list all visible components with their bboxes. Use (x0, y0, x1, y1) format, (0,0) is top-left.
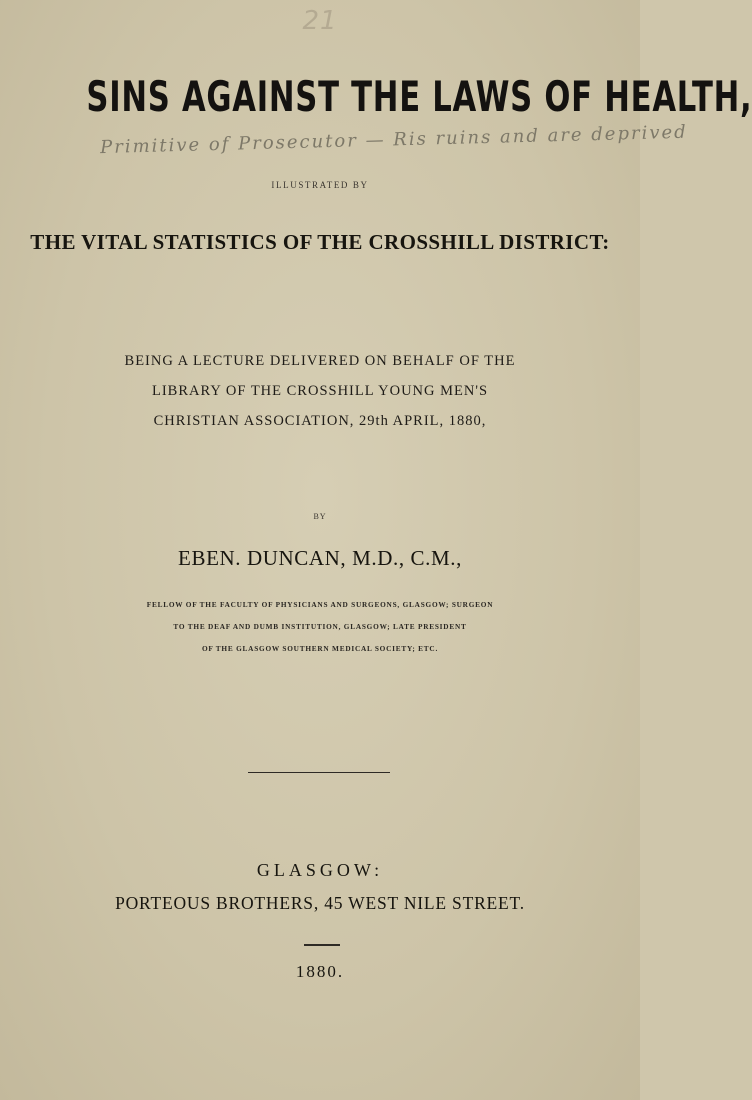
credentials-line: OF THE GLASGOW SOUTHERN MEDICAL SOCIETY; ETC. (201, 644, 439, 653)
publication-year: 1880. (295, 962, 345, 981)
handwritten-annotation: Primitive of Prosecutor — Ris ruins and are deprived (99, 121, 688, 159)
author-name: EBEN. DUNCAN, M.D., C.M., (178, 546, 462, 570)
pencil-shelf-mark: 21 (302, 6, 338, 36)
subtitle: THE VITAL STATISTICS OF THE CROSSHILL DISTRICT: (30, 230, 610, 254)
publication-place: GLASGOW: (256, 860, 384, 880)
lecture-line: LIBRARY OF THE CROSSHILL YOUNG MEN'S (151, 383, 489, 399)
short-divider-rule (304, 944, 340, 946)
main-title: SINS AGAINST THE LAWS OF HEALTH, (86, 72, 752, 121)
lecture-line: CHRISTIAN ASSOCIATION, 29th APRIL, 1880, (153, 413, 487, 429)
author-credentials (13, 594, 627, 660)
publisher: PORTEOUS BROTHERS, 45 WEST NILE STREET. (115, 893, 525, 913)
lecture-description (0, 346, 640, 436)
by-label: BY (313, 512, 327, 521)
credentials-line: FELLOW OF THE FACULTY OF PHYSICIANS AND SURGEONS, GLASGOW; SURGEON (146, 600, 494, 609)
divider-rule (248, 772, 390, 773)
illustrated-by-label: ILLUSTRATED BY (271, 180, 369, 190)
credentials-line: TO THE DEAF AND DUMB INSTITUTION, GLASGOW; LATE PRESIDENT (173, 622, 467, 631)
lecture-line: BEING A LECTURE DELIVERED ON BEHALF OF THE (124, 353, 516, 369)
